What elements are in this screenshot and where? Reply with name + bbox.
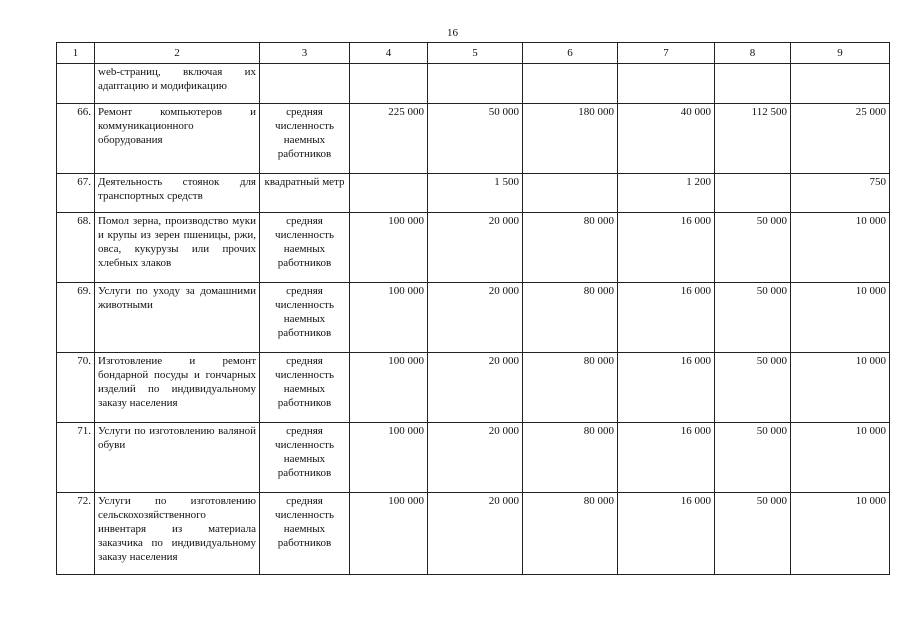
value-cell [618, 64, 715, 104]
row-number: 72. [57, 493, 95, 575]
header-cell: 9 [791, 43, 890, 64]
activity-description: Изготовление и ремонт бондарной посуды и гончарных изделий по индивидуальному заказу населения [95, 353, 260, 423]
activity-description: Ремонт компьютеров и коммуникационного оборудования [95, 104, 260, 174]
value-cell [428, 64, 523, 104]
header-cell: 3 [260, 43, 350, 64]
value-cell: 25 000 [791, 104, 890, 174]
value-cell: 50 000 [715, 423, 791, 493]
header-cell: 4 [350, 43, 428, 64]
header-cell: 6 [523, 43, 618, 64]
table-row [57, 423, 890, 493]
activity-description: Помол зерна, производство муки и крупы из зерен пшеницы, ржи, овса, кукурузы или прочих хлебных злаков [95, 213, 260, 283]
value-cell: 10 000 [791, 493, 890, 575]
table-header-row [57, 43, 890, 64]
value-cell [791, 64, 890, 104]
value-cell [523, 64, 618, 104]
unit-cell: квадратный метр [260, 174, 350, 213]
value-cell: 40 000 [618, 104, 715, 174]
header-cell: 7 [618, 43, 715, 64]
row-number: 69. [57, 283, 95, 353]
value-cell: 112 500 [715, 104, 791, 174]
header-cell: 5 [428, 43, 523, 64]
activity-description: Услуги по изготовлению сельскохозяйственного инвентаря из материала заказчика по индивидуальному заказу населения [95, 493, 260, 575]
value-cell: 1 200 [618, 174, 715, 213]
unit-cell: средняя численность наемных работников [260, 104, 350, 174]
value-cell [350, 64, 428, 104]
table-row [57, 104, 890, 174]
value-cell: 750 [791, 174, 890, 213]
unit-cell: средняя численность наемных работников [260, 283, 350, 353]
tariff-table [56, 42, 890, 575]
row-number: 70. [57, 353, 95, 423]
activity-description: web-страниц, включая их адаптацию и модификацию [95, 64, 260, 104]
value-cell: 16 000 [618, 283, 715, 353]
value-cell [350, 174, 428, 213]
value-cell: 10 000 [791, 213, 890, 283]
value-cell: 20 000 [428, 423, 523, 493]
value-cell: 16 000 [618, 353, 715, 423]
unit-cell: средняя численность наемных работников [260, 493, 350, 575]
row-number: 66. [57, 104, 95, 174]
unit-cell: средняя численность наемных работников [260, 353, 350, 423]
value-cell: 20 000 [428, 353, 523, 423]
table-row [57, 213, 890, 283]
table-row [57, 64, 890, 104]
value-cell: 20 000 [428, 493, 523, 575]
value-cell: 16 000 [618, 213, 715, 283]
page-number: 16 [447, 27, 458, 39]
header-cell: 1 [57, 43, 95, 64]
value-cell: 100 000 [350, 493, 428, 575]
value-cell: 80 000 [523, 493, 618, 575]
value-cell: 80 000 [523, 283, 618, 353]
activity-description: Услуги по изготовлению валяной обуви [95, 423, 260, 493]
value-cell: 50 000 [715, 353, 791, 423]
value-cell: 100 000 [350, 213, 428, 283]
value-cell: 50 000 [715, 283, 791, 353]
value-cell [523, 174, 618, 213]
value-cell: 10 000 [791, 353, 890, 423]
value-cell: 10 000 [791, 283, 890, 353]
value-cell: 50 000 [715, 493, 791, 575]
value-cell: 225 000 [350, 104, 428, 174]
value-cell: 10 000 [791, 423, 890, 493]
row-number: 71. [57, 423, 95, 493]
value-cell: 100 000 [350, 283, 428, 353]
unit-cell: средняя численность наемных работников [260, 423, 350, 493]
header-cell: 2 [95, 43, 260, 64]
activity-description: Услуги по уходу за домашними животными [95, 283, 260, 353]
table-row [57, 353, 890, 423]
value-cell: 20 000 [428, 213, 523, 283]
table-row [57, 493, 890, 575]
value-cell: 20 000 [428, 283, 523, 353]
value-cell: 80 000 [523, 353, 618, 423]
value-cell: 100 000 [350, 423, 428, 493]
activity-description: Деятельность стоянок для транспортных средств [95, 174, 260, 213]
value-cell: 100 000 [350, 353, 428, 423]
value-cell: 80 000 [523, 423, 618, 493]
value-cell: 180 000 [523, 104, 618, 174]
value-cell [715, 174, 791, 213]
table-row [57, 174, 890, 213]
header-cell: 8 [715, 43, 791, 64]
value-cell: 16 000 [618, 423, 715, 493]
value-cell: 1 500 [428, 174, 523, 213]
value-cell: 16 000 [618, 493, 715, 575]
value-cell: 80 000 [523, 213, 618, 283]
row-number: 68. [57, 213, 95, 283]
value-cell: 50 000 [715, 213, 791, 283]
unit-cell [260, 64, 350, 104]
row-number [57, 64, 95, 104]
value-cell: 50 000 [428, 104, 523, 174]
row-number: 67. [57, 174, 95, 213]
unit-cell: средняя численность наемных работников [260, 213, 350, 283]
value-cell [715, 64, 791, 104]
table-row [57, 283, 890, 353]
